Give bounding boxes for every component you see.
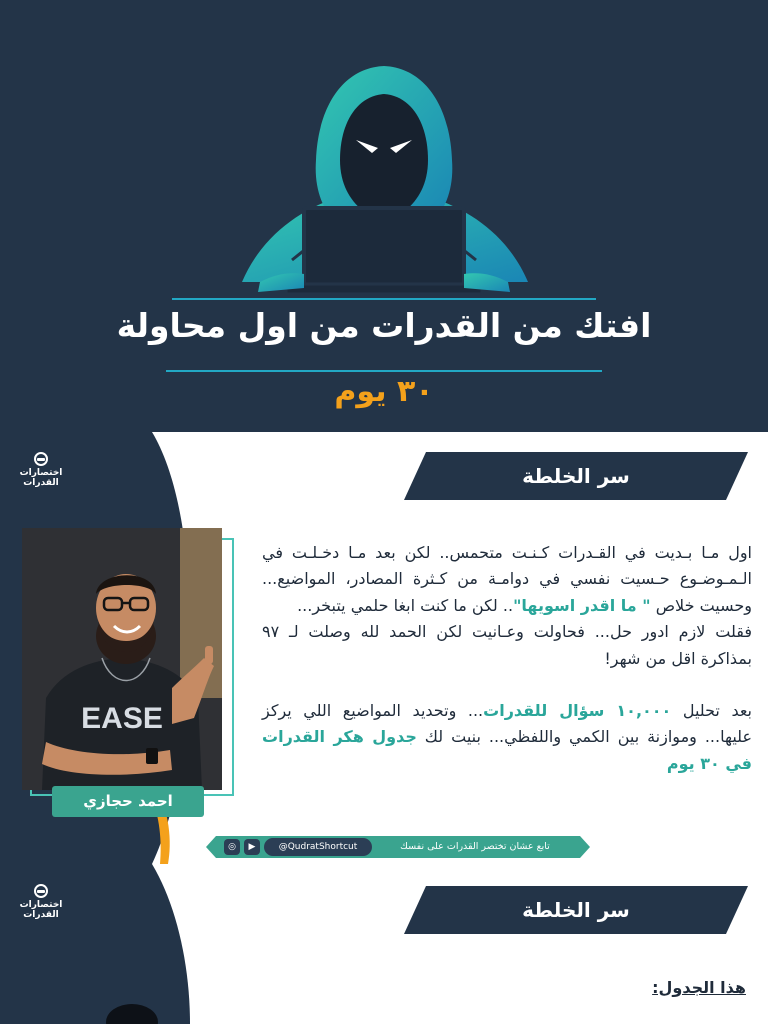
highlighted-text: " ما اقدر اسويها" [513,595,651,615]
story-paragraph [262,619,752,672]
brand-logo-line2: القدرات [23,910,59,920]
schedule-page [0,864,768,1024]
hero-section [0,0,768,432]
highlighted-text: ١٠,٠٠٠ سؤال للقدرات [483,701,672,721]
section-banner: سر الخلطة [522,898,630,922]
title-divider-bottom [166,370,602,372]
brand-face-icon [34,884,48,898]
brand-logo-line1: اختصارات [19,468,63,478]
brand-logo [16,452,66,488]
social-handle[interactable]: @QudratShortcut [264,838,372,856]
instagram-icon[interactable]: ◎ [224,839,240,855]
brand-logo [16,884,66,920]
brand-logo-line2: القدرات [23,478,59,488]
section-banner: سر الخلطة [522,464,630,488]
brand-logo-line1: اختصارات [19,900,63,910]
hooded-hacker-laptop-icon [232,60,536,302]
story-text: فقلت لازم ادور حل... فحاولت وعـانيت لكن الحمد لله وصلت لـ ٩٧ بمذاكرة اقل من شهر! [262,622,752,668]
footer-cta: تابع عشان تختصر القدرات على نفسك [400,841,550,852]
hero-title: افتك من القدرات من اول محاولة [116,306,652,345]
story-page [0,432,768,864]
story-text: اول مـا بـديت في القـدرات كـنـت متحمس.. لكن بعد مـا دخـلـت في الـمـوضـوع حـسيت نفسي في دوامـة من كـثرة المصادر، المواضيع... وحسيت خلاص [262,543,752,615]
story-body [262,540,752,777]
shirt-print [22,528,222,790]
story-paragraph [262,698,752,777]
presenter-name-tag: احمد حجازي [52,786,204,817]
story-text: .. لكن ما كنت ابغا حلمي يتبخر... [297,595,514,615]
hero-duration: ٣٠ يوم [334,374,434,409]
title-divider-top [172,298,596,300]
youtube-icon[interactable]: ▶ [244,839,260,855]
story-text: ... وتحديد المواضيع اللي يركز عليها... وموازنة بين الكمي واللفظي... بنيت لك [262,701,752,747]
highlighted-text: جدول هكر القدرات في ٣٠ يوم [262,727,752,773]
shirt-text: EASE [81,702,163,735]
schedule-subheading: هذا الجدول: [652,978,746,997]
paragraph-gap [262,672,752,698]
story-text: بعد تحليل [671,701,753,721]
brand-face-icon [34,452,48,466]
story-paragraph [262,540,752,619]
